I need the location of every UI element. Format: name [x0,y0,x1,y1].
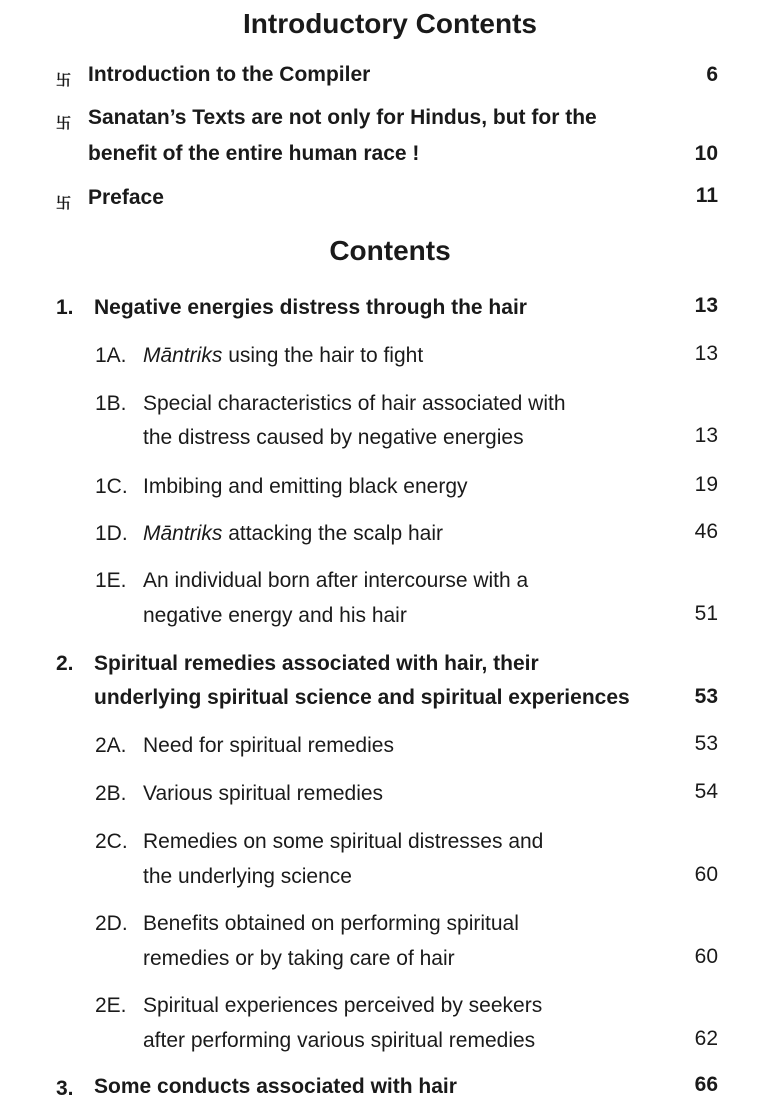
chapter-title: Negative energies distress through the hair [94,296,527,319]
section-page: 53 [694,732,718,755]
section-number: 2C. [95,830,128,853]
swastika-icon: 卐 [56,195,72,212]
section-title: An individual born after intercourse with a [143,569,529,592]
intro-item-label: Introduction to the Compiler [88,63,371,86]
section-number: 1D. [95,522,128,545]
contents-title: Contents [329,235,451,266]
section-title-italic: Māntriks [143,344,223,367]
section-title-cont: after performing various spiritual remedies [143,1029,536,1052]
section-number: 1C. [95,475,128,498]
section-title [143,344,423,368]
section-title: Need for spiritual remedies [143,734,394,757]
section-page: 19 [694,473,718,496]
section-title: Various spiritual remedies [143,782,384,805]
section-title-cont: negative energy and his hair [143,604,407,627]
section-title-rest: using the hair to fight [222,344,424,367]
section-title-cont: the underlying science [143,865,352,888]
section-number: 2B. [95,782,127,805]
chapter-title-cont: underlying spiritual science and spiritual experiences [94,686,630,709]
section-title: Remedies on some spiritual distresses and [143,830,544,853]
section-title-cont: remedies or by taking care of hair [143,947,455,970]
chapter-number: 2. [56,652,74,675]
section-title-rest: attacking the scalp hair [222,522,443,545]
section-number: 1A. [95,344,127,367]
section-page: 60 [694,863,718,886]
section-title: Benefits obtained on performing spiritual [143,912,519,935]
section-page: 51 [694,602,718,625]
swastika-icon: 卐 [56,72,72,89]
swastika-icon: 卐 [56,115,72,132]
chapter-title: Spiritual remedies associated with hair, their [94,652,539,675]
intro-item-label: Sanatan’s Texts are not only for Hindus, but for the [88,106,597,129]
section-title-cont: the distress caused by negative energies [143,426,524,449]
section-page: 13 [694,342,718,365]
section-number: 2D. [95,912,128,935]
intro-item-page: 10 [694,142,718,165]
section-number: 2A. [95,734,127,757]
chapter-number: 1. [56,296,74,319]
chapter-title: Some conducts associated with hair [94,1075,457,1098]
section-title-italic: Māntriks [143,522,223,545]
section-number: 2E. [95,994,127,1017]
section-title: Imbibing and emitting black energy [143,475,468,498]
section-number: 1E. [95,569,127,592]
chapter-number: 3. [56,1077,74,1100]
intro-item-page: 6 [706,63,718,86]
section-number: 1B. [95,392,127,415]
section-page: 60 [694,945,718,968]
intro-item-label: Preface [88,186,164,209]
section-title [143,522,443,546]
intro-item-label-cont: benefit of the entire human race ! [88,142,420,165]
section-page: 46 [694,520,718,543]
section-page: 13 [694,424,718,447]
chapter-page: 66 [694,1073,718,1096]
chapter-page: 53 [694,685,718,708]
intro-item-page: 11 [695,184,718,207]
section-title: Special characteristics of hair associated with [143,392,566,415]
section-page: 54 [694,780,718,803]
intro-title: Introductory Contents [243,8,537,39]
section-title: Spiritual experiences perceived by seekers [143,994,543,1017]
section-page: 62 [694,1027,718,1050]
chapter-page: 13 [694,294,718,317]
